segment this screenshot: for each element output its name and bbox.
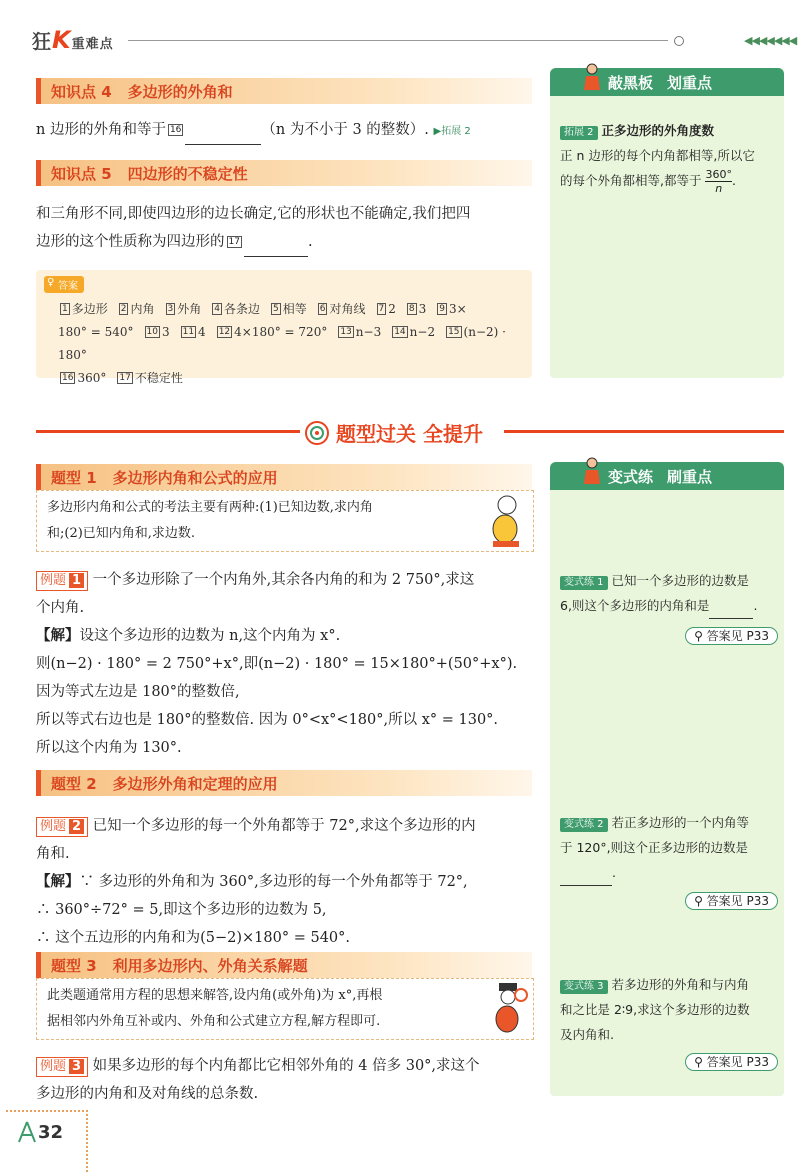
answer-item bbox=[164, 302, 202, 316]
answer-item bbox=[375, 302, 396, 316]
type1-tip-line-1: 多边形内角和公式的考法主要有两种:(1)已知边数,求内角 bbox=[47, 500, 373, 515]
answer-number: 4 bbox=[214, 304, 220, 314]
page-number: 32 bbox=[38, 1121, 64, 1143]
answer-text: 相等 bbox=[282, 302, 307, 316]
answer-item bbox=[269, 302, 307, 316]
practice-header bbox=[550, 462, 784, 490]
example-number: 1 bbox=[69, 573, 84, 588]
example-2 bbox=[36, 812, 536, 952]
kp5-title-num: 知识点 5 bbox=[51, 164, 112, 183]
answer-blank bbox=[185, 116, 261, 145]
type3-title-num: 题型 3 bbox=[51, 956, 97, 975]
practice-line-2: 6,则这个多边形的内角和是 bbox=[560, 598, 710, 613]
answer-text: 各条边 bbox=[223, 302, 260, 316]
blackboard-panel bbox=[550, 68, 784, 378]
example-1-question-1: 一个多边形除了一个内角外,其余各内角的和为 2 750°,求这 bbox=[92, 572, 475, 588]
answers-label-text: 答案 bbox=[58, 281, 78, 292]
extension-tag: 拓展 2 bbox=[560, 126, 598, 140]
answer-text: 3 bbox=[418, 302, 427, 316]
answer-number: 10 bbox=[146, 327, 158, 337]
answer-text: (n−2) · 180° bbox=[58, 325, 506, 362]
see-answer-button[interactable]: ⚲ 答案见 P33 bbox=[685, 1053, 778, 1071]
answer-text: 3 bbox=[161, 325, 170, 339]
example-2-solution-1: ∵ 多边形的外角和为 360°,多边形的每一个外角都等于 72°, bbox=[79, 874, 468, 890]
section-title-text: 题型过关 全提升 bbox=[336, 422, 483, 446]
answer-number: 13 bbox=[340, 327, 352, 337]
example-2-question-1: 已知一个多边形的每一个外角都等于 72°,求这个多边形的内 bbox=[92, 818, 476, 834]
kp5-line-1: 和三角形不同,即使四边形的边长确定,它的形状也不能确定,我们把四 bbox=[36, 206, 471, 222]
answer-number: 14 bbox=[394, 327, 406, 337]
book-logo bbox=[32, 26, 114, 54]
type1-tip bbox=[47, 495, 477, 547]
example-number: 3 bbox=[69, 1059, 84, 1074]
blackboard-line-2: 的每个外角都相等,都等于 bbox=[560, 173, 702, 188]
example-2-solution-2: ∴ 360°÷72° = 5,即这个多边形的边数为 5, bbox=[36, 902, 327, 918]
answer-number: 16 bbox=[62, 373, 74, 383]
solution-label: 【解】 bbox=[36, 627, 80, 644]
example-2-question-2: 角和. bbox=[36, 846, 70, 862]
example-3 bbox=[36, 1052, 536, 1108]
solution-label: 【解】 bbox=[36, 873, 80, 890]
answer-item bbox=[58, 371, 106, 385]
practice-line-1: 若正多边形的一个内角等 bbox=[611, 815, 750, 830]
example-1-solution-2: 则(n−2) · 180° = 2 750°+x°,即(n−2) · 180° = 15×180°+(50°+x°). bbox=[36, 656, 518, 672]
type3-title-text: 利用多边形内、外角关系解题 bbox=[112, 956, 308, 975]
answer-item bbox=[316, 302, 366, 316]
answer-text: 对角线 bbox=[329, 302, 366, 316]
example-3-badge bbox=[36, 1057, 88, 1077]
blackboard-content bbox=[560, 118, 780, 195]
practice-subtitle: 刷重点 bbox=[667, 467, 713, 486]
logo-suffix: 重难点 bbox=[71, 37, 114, 52]
example-1 bbox=[36, 566, 536, 762]
example-label: 例题 bbox=[40, 1059, 67, 1074]
answer-blank bbox=[709, 593, 753, 619]
example-1-question-2: 个内角. bbox=[36, 600, 85, 616]
type1-tip-line-2: 和;(2)已知内角和,求边数. bbox=[47, 526, 196, 541]
kp5-title-bar bbox=[36, 160, 532, 186]
example-1-solution-1: 设这个多边形的边数为 n,这个内角为 x°. bbox=[79, 628, 341, 644]
practice-tag: 变式练 1 bbox=[560, 576, 608, 590]
answer-number: 3 bbox=[167, 304, 174, 314]
answer-number: 12 bbox=[218, 327, 231, 337]
header-rule bbox=[128, 40, 668, 41]
practice-line-3: . bbox=[612, 865, 616, 880]
example-2-badge bbox=[36, 817, 88, 837]
header-arrows: ◀◀◀◀◀◀◀ bbox=[744, 34, 797, 47]
teacher-icon bbox=[580, 62, 604, 92]
type1-title-num: 题型 1 bbox=[51, 468, 97, 487]
answer-text: 180° = 540° bbox=[58, 325, 134, 339]
practice-item-3 bbox=[560, 972, 778, 1075]
answer-item bbox=[210, 302, 260, 316]
extension-link[interactable]: ▶拓展 2 bbox=[433, 126, 471, 137]
answer-item bbox=[336, 325, 381, 339]
blackboard-subtitle: 划重点 bbox=[667, 73, 713, 92]
practice-tag: 变式练 2 bbox=[560, 818, 608, 832]
type2-title-bar bbox=[36, 770, 532, 796]
example-label: 例题 bbox=[40, 573, 67, 588]
kp4-title-text: 多边形的外角和 bbox=[127, 82, 233, 101]
kp5-text bbox=[36, 200, 536, 257]
answer-number: 2 bbox=[120, 304, 127, 314]
answer-text: n−3 bbox=[355, 325, 382, 339]
practice-line-1: 若多边形的外角和与内角 bbox=[611, 977, 750, 992]
example-1-solution-4: 所以等式右边也是 180°的整数倍. 因为 0°<x°<180°,所以 x° = 130°. bbox=[36, 712, 499, 728]
example-number: 2 bbox=[69, 819, 84, 834]
thinker-icon bbox=[485, 493, 529, 549]
practice-item-2 bbox=[560, 810, 778, 914]
practice-line-2: 和之比是 2∶9,求这个多边形的边数 bbox=[560, 1002, 750, 1017]
fraction-numerator: 360° bbox=[705, 168, 732, 181]
answer-text: 3× bbox=[448, 302, 467, 316]
see-answer-label: 答案见 P33 bbox=[706, 894, 769, 908]
answer-item bbox=[143, 325, 170, 339]
answer-text: n−2 bbox=[409, 325, 436, 339]
see-answer-label: 答案见 P33 bbox=[706, 629, 769, 643]
type1-title-text: 多边形内角和公式的应用 bbox=[112, 468, 278, 487]
practice-tag: 变式练 3 bbox=[560, 980, 608, 994]
example-1-solution-3: 因为等式左边是 180°的整数倍, bbox=[36, 684, 240, 700]
answers-box bbox=[36, 270, 532, 385]
section-title bbox=[304, 418, 483, 447]
example-1-solution-5: 所以这个内角为 130°. bbox=[36, 740, 182, 756]
answer-text: 多边形 bbox=[71, 302, 108, 316]
compass-icon bbox=[16, 1120, 38, 1144]
kp4-title-bar bbox=[36, 78, 532, 104]
kp5-title-text: 四边形的不稳定性 bbox=[127, 164, 248, 183]
answer-number: 7 bbox=[378, 304, 385, 314]
answer-number: 9 bbox=[439, 304, 445, 314]
blackboard-line-1: 正 n 边形的每个内角都相等,所以它 bbox=[560, 148, 755, 163]
see-answer-button[interactable]: ⚲ 答案见 P33 bbox=[685, 627, 778, 645]
practice-line-2: 于 120°,则这个正多边形的边数是 bbox=[560, 840, 749, 855]
type3-tip-line-1: 此类题通常用方程的思想来解答,设内角(或外角)为 x°,再根 bbox=[47, 988, 383, 1003]
answer-text: 2 bbox=[388, 302, 396, 316]
blackboard-line-end: . bbox=[731, 173, 736, 188]
answers-row-3 bbox=[58, 367, 526, 390]
see-answer-button[interactable]: ⚲ 答案见 P33 bbox=[685, 892, 778, 910]
type3-title-bar bbox=[36, 952, 532, 978]
student-icon bbox=[580, 456, 604, 486]
practice-title: 变式练 bbox=[608, 467, 654, 486]
kp5-line-end: . bbox=[307, 234, 313, 250]
practice-item-1: 变式练 1 已知一个多边形的边数是 6,则这个多边形的内角和是 . ⚲ 答案见 P33 bbox=[560, 568, 778, 649]
practice-panel bbox=[550, 462, 784, 1096]
answer-item bbox=[215, 325, 328, 339]
answers-row-1 bbox=[58, 298, 526, 321]
blackboard-title: 敲黑板 bbox=[608, 73, 654, 92]
answer-number: 8 bbox=[408, 304, 415, 314]
section-rule-right bbox=[504, 430, 784, 433]
blank-number: 17 bbox=[228, 237, 240, 247]
example-label: 例题 bbox=[40, 819, 67, 834]
answer-number: 17 bbox=[119, 373, 131, 383]
type2-title-num: 题型 2 bbox=[51, 774, 97, 793]
answer-blank bbox=[244, 228, 308, 257]
example-2-solution-3: ∴ 这个五边形的内角和为(5−2)×180° = 540°. bbox=[36, 930, 351, 946]
answers-body bbox=[58, 298, 526, 390]
answer-item bbox=[390, 325, 435, 339]
answers-row-2 bbox=[58, 321, 526, 367]
example-3-question-2: 多边形的内角和及对角线的总条数. bbox=[36, 1086, 259, 1102]
answer-item bbox=[115, 371, 182, 385]
type2-title-text: 多边形外角和定理的应用 bbox=[112, 774, 278, 793]
key-icon: ♀ bbox=[47, 277, 55, 288]
answer-item bbox=[58, 325, 134, 339]
type1-title-bar bbox=[36, 464, 532, 490]
logo-k: K bbox=[52, 26, 72, 54]
example-1-badge bbox=[36, 571, 88, 591]
answer-item bbox=[179, 325, 206, 339]
swirl-icon bbox=[304, 420, 330, 446]
practice-line-1: 已知一个多边形的边数是 bbox=[611, 573, 750, 588]
practice-line-3: 及内角和. bbox=[560, 1027, 614, 1042]
answer-number: 11 bbox=[182, 327, 195, 337]
answer-item bbox=[435, 302, 466, 316]
answer-text: 外角 bbox=[177, 302, 202, 316]
blackboard-heading: 正多边形的外角度数 bbox=[601, 123, 715, 138]
answer-text: 内角 bbox=[130, 302, 155, 316]
type1-tip-box bbox=[36, 490, 534, 552]
answer-number: 15 bbox=[448, 327, 460, 337]
answer-text: 4×180° = 720° bbox=[234, 325, 328, 339]
example-3-question-1: 如果多边形的每个内角都比它相邻外角的 4 倍多 30°,求这个 bbox=[92, 1058, 480, 1074]
answer-text: 360° bbox=[77, 371, 107, 385]
type3-tip-box bbox=[36, 978, 534, 1040]
kp4-line-b: （n 为不小于 3 的整数）. bbox=[261, 122, 429, 138]
answer-item bbox=[58, 302, 108, 316]
kp5-line-2: 边形的这个性质称为四边形的 bbox=[36, 234, 225, 250]
section-rule-left bbox=[36, 430, 300, 433]
type3-tip-line-2: 据相邻内外角互补或内、外角和公式建立方程,解方程即可. bbox=[47, 1014, 381, 1029]
answer-blank bbox=[560, 860, 612, 886]
kp4-line-a: n 边形的外角和等于 bbox=[36, 122, 166, 138]
answer-number: 6 bbox=[319, 304, 326, 314]
blank-number: 16 bbox=[169, 125, 182, 135]
logo-prefix: 狂 bbox=[32, 31, 53, 53]
answers-label bbox=[44, 276, 84, 293]
header-circle bbox=[674, 36, 684, 46]
fraction bbox=[705, 168, 732, 195]
kp4-title-num: 知识点 4 bbox=[51, 82, 112, 101]
answer-text: 不稳定性 bbox=[134, 371, 183, 385]
answer-number: 5 bbox=[273, 304, 279, 314]
answer-number: 1 bbox=[62, 304, 68, 314]
see-answer-label: 答案见 P33 bbox=[706, 1055, 769, 1069]
answer-item bbox=[405, 302, 426, 316]
kp4-text bbox=[36, 116, 536, 146]
answer-item bbox=[117, 302, 155, 316]
detective-icon bbox=[489, 981, 529, 1037]
type3-tip bbox=[47, 983, 487, 1035]
page-number-box bbox=[16, 1120, 63, 1144]
blackboard-header bbox=[550, 68, 784, 96]
answer-text: 4 bbox=[198, 325, 206, 339]
fraction-denominator: n bbox=[715, 182, 723, 195]
